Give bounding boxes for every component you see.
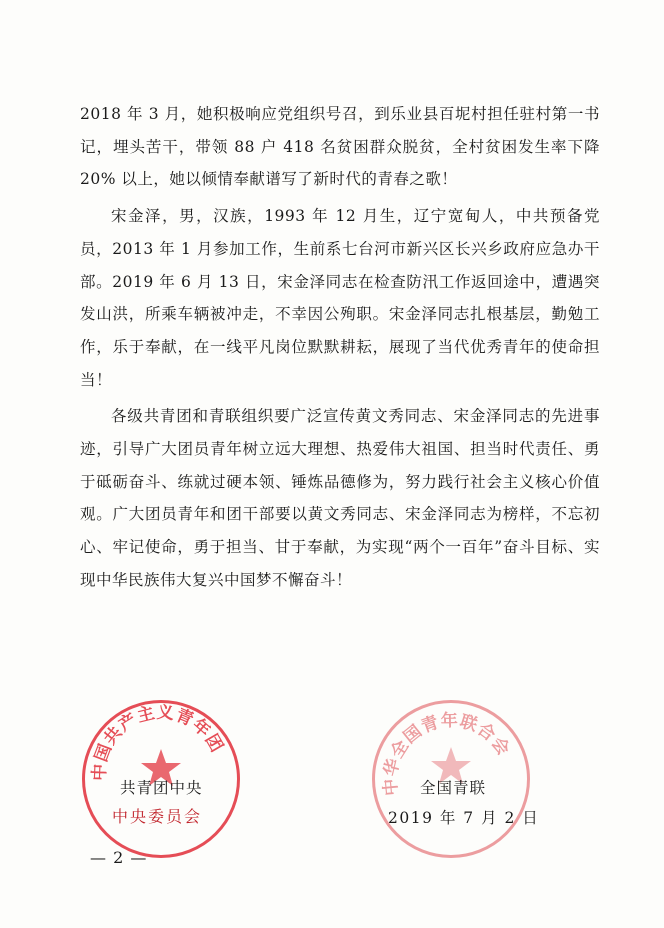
paragraph-call-to-action: 各级共青团和青联组织要广泛宣传黄文秀同志、宋金泽同志的先进事迹，引导广大团员青年树立远大理想、热爱伟大祖国、担当时代责任、勇于砥砺奋斗、练就过硬本领、锤炼品德修为，努力践行社会主义核心价值观。广大团员青年和团干部要以黄文秀同志、宋金泽同志为榜样，不忘初心、牢记使命，勇于担当、甘于奉献，为实现“两个一百年”奋斗目标、实现中华民族伟大复兴中国梦不懈奋斗！ [80,407,600,589]
signature-date: 2019 年 7 月 2 日 [388,809,540,827]
seal-right-text: 中华全国青年联合会 [380,710,514,797]
signature-org1-line2: 中央委员会 [112,807,203,826]
document-body [80,98,600,601]
seal-left-text: 中国共产主义青年团 [89,703,227,782]
page-number: — 2 — [90,848,148,867]
signature-org2: 全国青联 [420,779,487,797]
paragraph-song-jinze: 宋金泽，男，汉族，1993 年 12 月生，辽宁宽甸人，中共预备党员，2013 年 1 月参加工作，生前系七台河市新兴区长兴乡政府应急办干部。2019 年 6 月 13 日，宋金泽同志在检查防汛工作返回途中，遭遇突发山洪，所乘车辆被冲走，不幸因公殉职。宋金泽同志扎根基层，勤勉工作，乐于奉献，在一线平凡岗位默默耕耘，展现了当代优秀青年的使命担当！ [80,207,600,389]
paragraph-huang-wenxiu-end: 2018 年 3 月，她积极响应党组织号召，到乐业县百坭村担任驻村第一书记，埋头苦干，带领 88 户 418 名贫困群众脱贫，全村贫困发生率下降 20% 以上，她以倾情奉献谱写了新时代的青春之歌！ [80,105,600,189]
signature-org1-line1: 共青团中央 [120,779,203,797]
